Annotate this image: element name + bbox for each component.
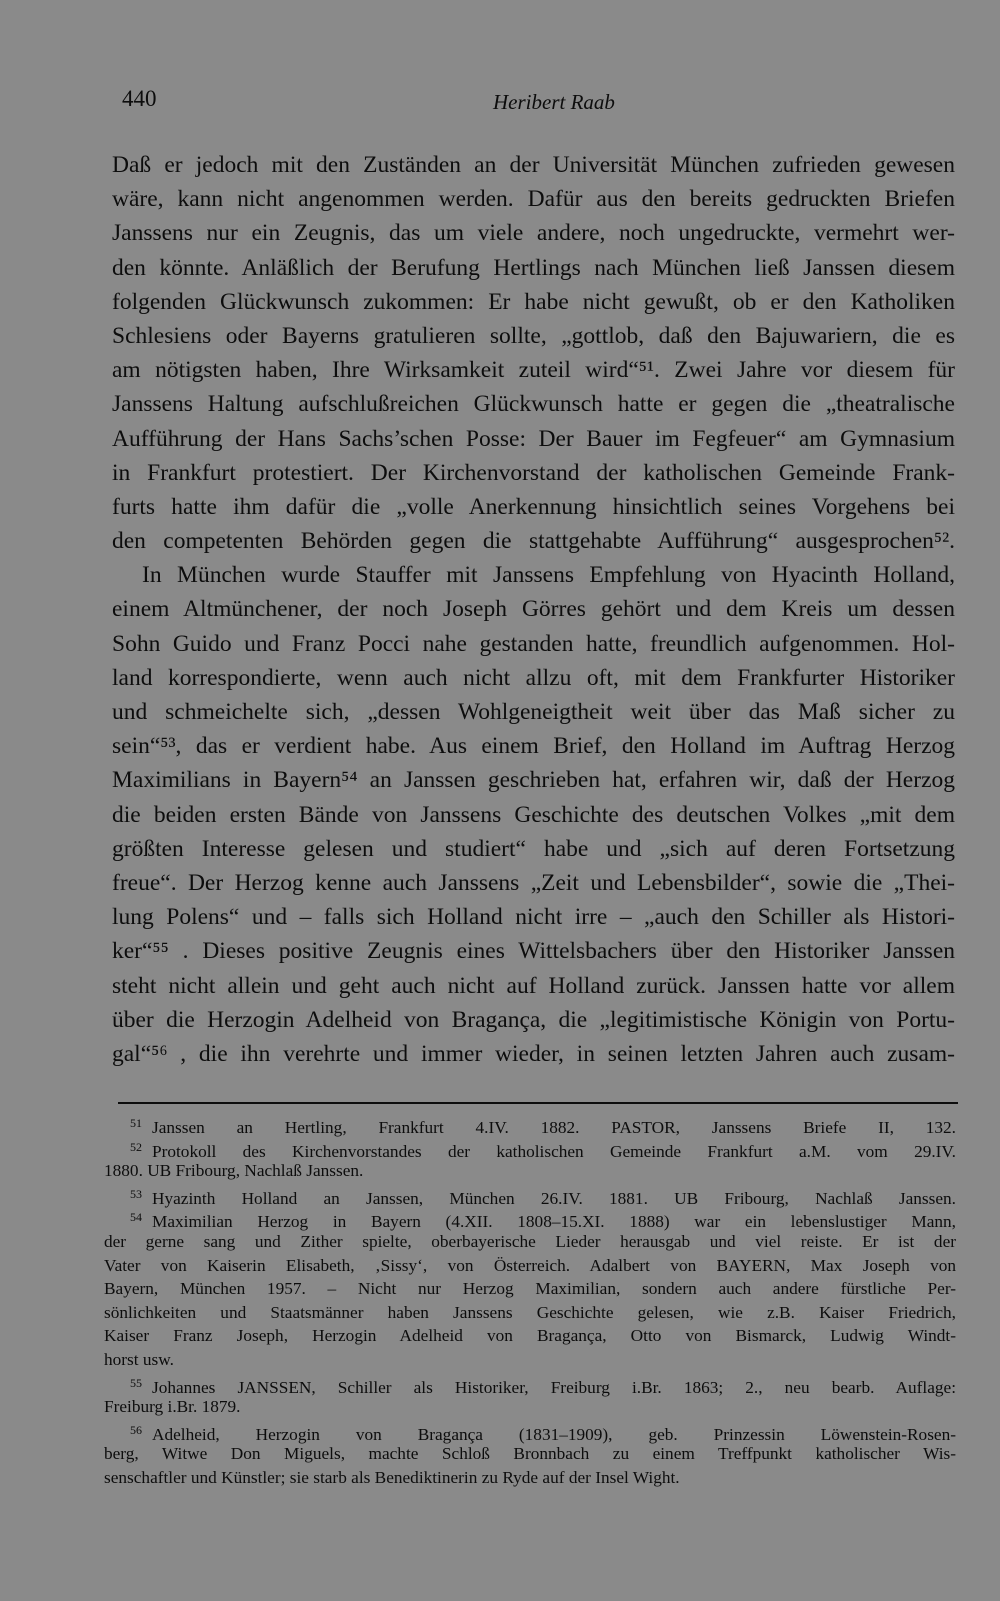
text-line: in Frankfurt protestiert. Der Kirchenvorstand der katholischen Gemeinde Frank- bbox=[112, 459, 955, 486]
footnote-number: 53 bbox=[130, 1186, 142, 1201]
footnote-text: Johannes JANSSEN, Schiller als Historiker, Freiburg i.Br. 1863; 2., neu bearb. Auflage: bbox=[152, 1377, 956, 1397]
body-text bbox=[112, 148, 955, 1071]
footnote-line bbox=[104, 1183, 956, 1207]
footnote-divider bbox=[118, 1102, 958, 1104]
text-line: größten Interesse gelesen und studiert“ habe und „sich auf deren Fortsetzung bbox=[112, 835, 955, 862]
footnote-text: Freiburg i.Br. 1879. bbox=[104, 1397, 241, 1417]
text-line: furts hatte ihm dafür die „volle Anerkennung hinsichtlich seines Vorgehens bei bbox=[112, 493, 955, 520]
footnote-line bbox=[104, 1254, 956, 1278]
text-line: am nötigsten haben, Ihre Wirksamkeit zuteil wird“⁵¹. Zwei Jahre vor diesem für bbox=[112, 357, 955, 384]
text-line: den könnte. Anläßlich der Berufung Hertlings nach München ließ Janssen diesem bbox=[112, 254, 955, 281]
footnotes bbox=[104, 1112, 956, 1490]
text-line: Aufführung der Hans Sachs’schen Posse: Der Bauer im Fegfeuer“ am Gymnasium bbox=[112, 425, 955, 452]
footnote-line bbox=[104, 1112, 956, 1136]
footnote-text: berg, Witwe Don Miguels, machte Schloß Bronnbach zu einem Treffpunkt katholischer Wis- bbox=[104, 1444, 956, 1464]
text-line: Janssens Haltung aufschlußreichen Glückwunsch hatte er gegen die „theatralische bbox=[112, 391, 955, 418]
footnote-text: horst usw. bbox=[104, 1349, 174, 1369]
footnote-text: 1880. UB Fribourg, Nachlaß Janssen. bbox=[104, 1161, 364, 1181]
footnote-line bbox=[104, 1419, 956, 1443]
footnote-text: Adelheid, Herzogin von Bragança (1831–1909), geb. Prinzessin Löwenstein-Rosen- bbox=[152, 1424, 956, 1444]
text-line: sein“⁵³, das er verdient habe. Aus einem Brief, den Holland im Auftrag Herzog bbox=[112, 733, 955, 760]
footnote-number: 54 bbox=[130, 1210, 142, 1225]
footnote-line bbox=[104, 1348, 956, 1372]
footnote-line bbox=[104, 1159, 956, 1183]
text-line: und schmeichelte sich, „dessen Wohlgeneigtheit weit über das Maß sicher zu bbox=[112, 699, 955, 725]
footnote-text: der gerne sang und Zither spielte, oberbayerische Lieder herausgab und viel reiste. Er ist der bbox=[104, 1231, 956, 1251]
footnote-line bbox=[104, 1466, 956, 1490]
text-line: den competenten Behörden gegen die stattgehabte Aufführung“ ausgesprochen⁵². bbox=[112, 528, 955, 555]
footnote-number: 51 bbox=[130, 1116, 142, 1130]
footnote-text: Hyazinth Holland an Janssen, München 26.IV. 1881. UB Fribourg, Nachlaß Janssen. bbox=[152, 1188, 956, 1208]
footnote-line bbox=[104, 1277, 956, 1301]
footnote-text: Vater von Kaiserin Elisabeth, ‚Sissy‘, von Österreich. Adalbert von BAYERN, Max Joseph von bbox=[104, 1255, 956, 1275]
text-line: folgenden Glückwunsch zukommen: Er habe nicht gewußt, ob er den Katholiken bbox=[112, 288, 955, 315]
footnote-text: Maximilian Herzog in Bayern (4.XII. 1808–15.XI. 1888) war ein lebenslustiger Mann, bbox=[152, 1212, 956, 1232]
footnote-line bbox=[104, 1395, 956, 1419]
footnote-text: Kaiser Franz Joseph, Herzogin Adelheid von Bragança, Otto von Bismarck, Ludwig Windt- bbox=[104, 1326, 956, 1346]
footnote-line bbox=[104, 1136, 956, 1160]
running-head: Heribert Raab bbox=[493, 90, 615, 114]
footnote-line bbox=[104, 1206, 956, 1230]
text-line: Maximilians in Bayern⁵⁴ an Janssen geschrieben hat, erfahren wir, daß der Herzog bbox=[112, 767, 955, 794]
footnote-line bbox=[104, 1230, 956, 1254]
footnote-text: sönlichkeiten und Staatsmänner haben Janssens Geschichte gelesen, wie z.B. Kaiser Friedrich, bbox=[104, 1302, 956, 1322]
footnote-text: Protokoll des Kirchenvorstandes der katholischen Gemeinde Frankfurt a.M. vom 29.IV. bbox=[152, 1141, 956, 1161]
text-line: Daß er jedoch mit den Zuständen an der Universität München zufrieden gewesen bbox=[112, 152, 955, 178]
text-line: land korrespondierte, wenn auch nicht allzu oft, mit dem Frankfurter Historiker bbox=[112, 664, 955, 691]
text-line: die beiden ersten Bände von Janssens Geschichte des deutschen Volkes „mit dem bbox=[112, 801, 955, 828]
footnote-number: 56 bbox=[130, 1422, 142, 1437]
text-line: In München wurde Stauffer mit Janssens Empfehlung von Hyacinth Holland, bbox=[142, 562, 955, 589]
footnote-text: senschaftler und Künstler; sie starb als Benediktinerin zu Ryde auf der Insel Wight. bbox=[104, 1467, 680, 1487]
footnote-line bbox=[104, 1324, 956, 1348]
footnote-text: Bayern, München 1957. – Nicht nur Herzog Maximilian, sondern auch andere fürstliche Per- bbox=[104, 1279, 956, 1299]
footnote-text: Janssen an Hertling, Frankfurt 4.IV. 1882. PASTOR, Janssens Briefe II, 132. bbox=[152, 1118, 956, 1137]
text-line: gal“⁵⁶ , die ihn verehrte und immer wieder, in seinen letzten Jahren auch zusam- bbox=[112, 1040, 955, 1067]
footnote-number: 52 bbox=[130, 1139, 142, 1154]
footnote-number: 55 bbox=[130, 1375, 142, 1390]
footnote-line bbox=[104, 1301, 956, 1325]
footnote-line bbox=[104, 1442, 956, 1466]
page-number: 440 bbox=[122, 86, 157, 111]
text-line: wäre, kann nicht angenommen werden. Dafür aus den bereits gedruckten Briefen bbox=[112, 186, 955, 213]
footnote-line bbox=[104, 1372, 956, 1396]
text-line: einem Altmünchener, der noch Joseph Görres gehört und dem Kreis um dessen bbox=[112, 596, 955, 623]
text-line: Sohn Guido und Franz Pocci nahe gestanden hatte, freundlich aufgenommen. Hol- bbox=[112, 630, 955, 657]
text-line: freue“. Der Herzog kenne auch Janssens „Zeit und Lebensbilder“, sowie die „Thei- bbox=[112, 869, 955, 896]
text-line: steht nicht allein und geht auch nicht auf Holland zurück. Janssen hatte vor allem bbox=[112, 972, 955, 999]
text-line: lung Polens“ und – falls sich Holland nicht irre – „auch den Schiller als Histori- bbox=[112, 904, 955, 931]
text-line: Janssens nur ein Zeugnis, das um viele andere, noch ungedruckte, vermehrt wer- bbox=[112, 220, 955, 247]
text-line: Schlesiens oder Bayerns gratulieren sollte, „gottlob, daß den Bajuwariern, die es bbox=[112, 322, 955, 349]
text-line: ker“⁵⁵ . Dieses positive Zeugnis eines Wittelsbachers über den Historiker Janssen bbox=[112, 938, 955, 965]
text-line: über die Herzogin Adelheid von Bragança, die „legitimistische Königin von Portu- bbox=[112, 1006, 955, 1033]
